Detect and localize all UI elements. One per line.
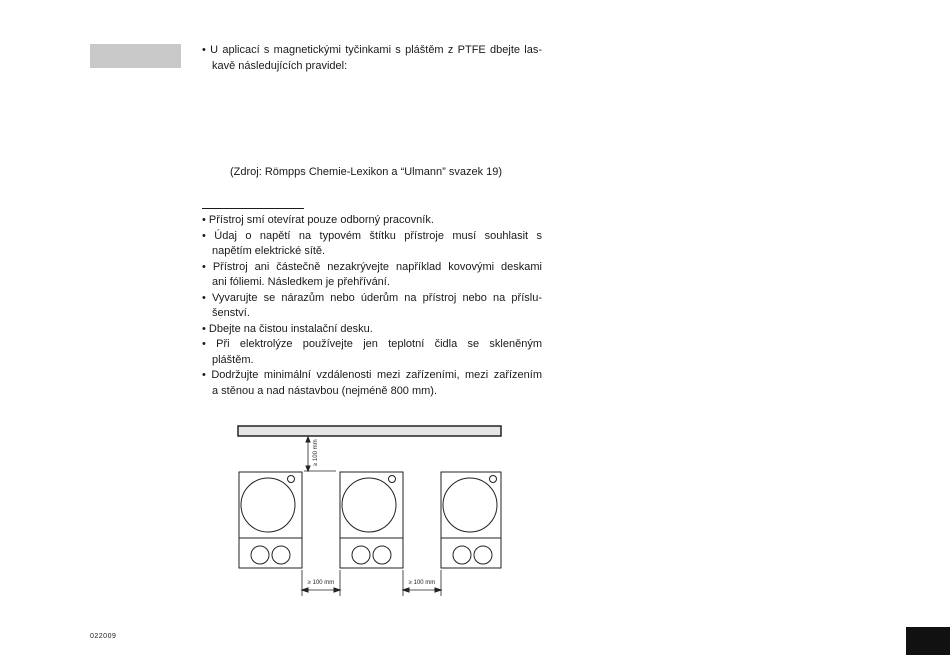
bullet-2: • Údaj o napětí na typovém štítku přístroje musí souhlasit s — [202, 229, 542, 242]
intro-line-2: kavě následujících pravidel: — [212, 59, 348, 72]
bullet-6-cont: pláštěm. — [212, 353, 254, 366]
bullet-3-cont: ani fóliemi. Následkem je přehřívání. — [212, 276, 390, 288]
bullet-3: • Přístroj ani částečně nezakrývejte například kovovými deskami — [202, 260, 542, 273]
bullet-4-cont: šenství. — [212, 307, 250, 319]
intro-paragraph — [202, 43, 542, 74]
section-marker — [90, 44, 181, 68]
vertical-clearance-dimension — [304, 437, 336, 471]
separator-rule — [202, 208, 304, 209]
safety-list — [202, 213, 542, 399]
bullet-5: • Dbejte na čistou instalační desku. — [202, 322, 373, 335]
stirrer-device-3 — [441, 472, 501, 568]
page-edge-tab — [906, 627, 950, 655]
vertical-clearance-label: ≥ 100 mm — [313, 439, 319, 466]
intro-line-1: • U aplicací s magnetickými tyčinkami s pláštěm z PTFE dbejte las- — [202, 44, 542, 56]
bullet-7-cont: a stěnou a nad nástavbou (nejméně 800 mm). — [212, 384, 438, 397]
gap-label-2: ≥ 100 mm — [408, 580, 436, 586]
bullet-6: • Při elektrolýze používejte jen teplotní čidla se skleněným — [202, 338, 542, 350]
gap-label-1: ≥ 100 mm — [307, 580, 335, 586]
overhead-shelf — [238, 426, 501, 436]
stirrer-device-1 — [239, 472, 302, 568]
source-citation: (Zdroj: Römpps Chemie-Lexikon a “Ulmann” svazek 19) — [230, 166, 503, 178]
bullet-4: • Vyvarujte se nárazům nebo úderům na přístroj nebo na příslu- — [202, 291, 542, 304]
document-code: 022009 — [90, 633, 117, 640]
bullet-2-cont: napětím elektrické sítě. — [212, 245, 326, 257]
bullet-7: • Dodržujte minimální vzdálenosti mezi zařízeními, mezi zařízením — [202, 369, 542, 381]
spacing-diagram — [236, 424, 506, 604]
spacing-diagram-svg — [236, 424, 506, 599]
stirrer-device-2 — [340, 472, 403, 568]
bullet-1: • Přístroj smí otevírat pouze odborný pracovník. — [202, 214, 434, 226]
